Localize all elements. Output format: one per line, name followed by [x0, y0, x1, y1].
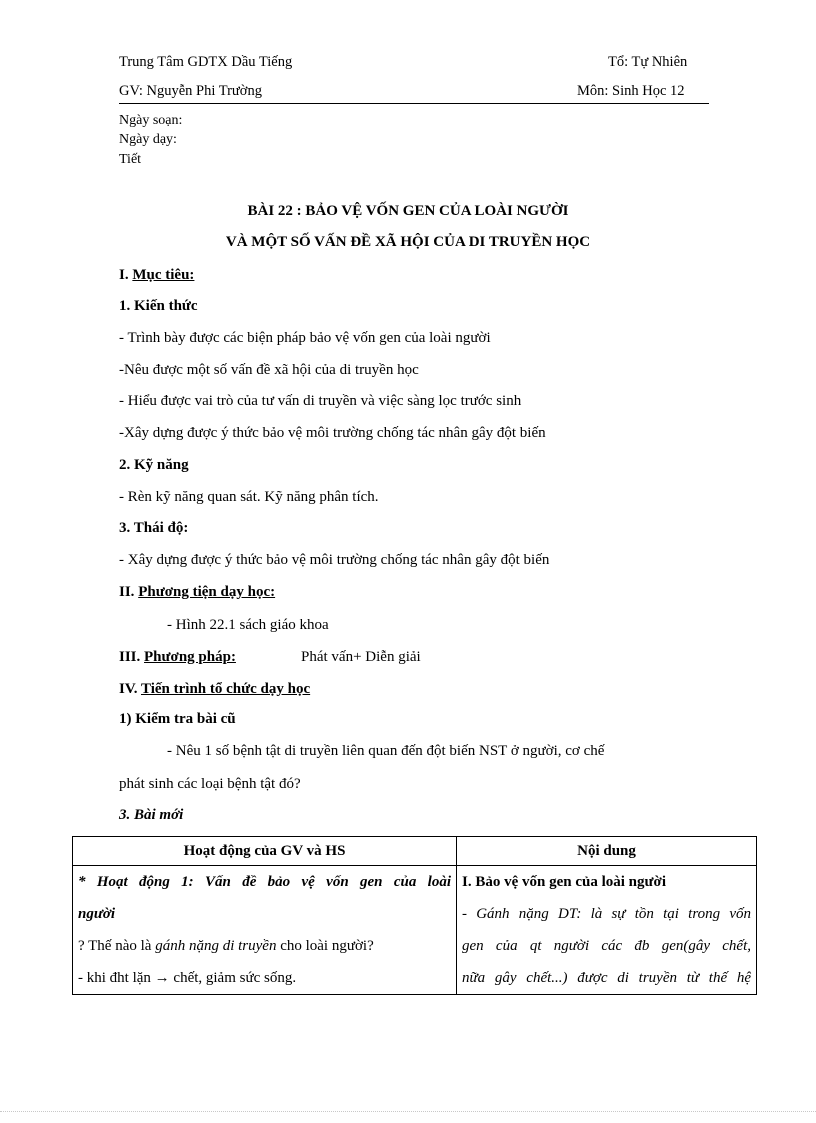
check-question-line1: - Nêu 1 số bệnh tật di truyền liên quan đến đột biến NST ở người, cơ chế — [167, 743, 605, 759]
means-heading — [119, 584, 275, 601]
table-header-row — [73, 837, 757, 866]
knowledge-item: -Xây dựng được ý thức bảo vệ môi trường chống tác nhân gây đột biến — [119, 425, 546, 441]
method-title: Phương pháp: — [144, 649, 236, 665]
check-question-line2: phát sinh các loại bệnh tật đó? — [119, 776, 301, 792]
activity-title-line1: * Hoạt động 1: Vấn đề bảo vệ vốn gen của loài — [78, 874, 451, 890]
center-name: Trung Tâm GDTX Dầu Tiếng — [119, 54, 293, 70]
activity-cell — [73, 866, 457, 995]
activity-answer — [78, 962, 451, 994]
knowledge-item: -Nêu được một số vấn đề xã hội của di truyền học — [119, 362, 419, 378]
table-header-activity: Hoạt động của GV và HS — [73, 837, 457, 866]
process-roman: IV. — [119, 681, 138, 697]
knowledge-item: - Trình bày được các biện pháp bảo vệ vốn gen của loài người — [119, 330, 491, 346]
objectives-heading — [119, 267, 194, 284]
table-row — [73, 866, 757, 995]
answer-suffix: chết, giảm sức sống. — [169, 970, 297, 986]
lesson-title-line1: BÀI 22 : BẢO VỆ VỐN GEN CỦA LOÀI NGƯỜI — [247, 203, 569, 219]
means-item: - Hình 22.1 sách giáo khoa — [167, 617, 329, 633]
check-heading: 1) Kiểm tra bài cũ — [119, 711, 236, 727]
content-cell — [457, 866, 757, 995]
teacher-name: GV: Nguyễn Phi Trường — [119, 83, 262, 99]
content-line: nữa gây chết...) được di truyền từ thế hệ — [462, 970, 751, 986]
skills-item: - Rèn kỹ năng quan sát. Kỹ năng phân tích. — [119, 489, 379, 505]
question-term: gánh nặng di truyền — [155, 938, 277, 954]
method-value: Phát vấn+ Diễn giải — [301, 649, 421, 665]
knowledge-heading: 1. Kiến thức — [119, 298, 198, 314]
table-header-content: Nội dung — [457, 837, 757, 866]
page-bottom-divider — [0, 1111, 816, 1112]
subject: Môn: Sinh Học 12 — [577, 83, 685, 99]
new-lesson-heading: 3. Bài mới — [119, 807, 184, 823]
lesson-title-line2: VÀ MỘT SỐ VẤN ĐỀ XÃ HỘI CỦA DI TRUYỀN HỌC — [225, 234, 591, 250]
objectives-roman: I. — [119, 267, 129, 283]
process-heading — [119, 681, 310, 698]
attitude-heading: 3. Thái độ: — [119, 520, 189, 536]
content-line: - Gánh nặng DT: là sự tồn tại trong vốn — [462, 906, 751, 922]
question-prefix: ? Thế nào là — [78, 938, 156, 954]
content-line: gen của qt người các đb gen(gây chết, — [462, 938, 751, 954]
lesson-activity-table — [72, 836, 757, 995]
prep-date: Ngày soạn: — [119, 113, 183, 128]
means-roman: II. — [119, 584, 135, 600]
question-suffix: cho loài người? — [276, 938, 374, 954]
attitude-item: - Xây dựng được ý thức bảo vệ môi trường chống tác nhân gây đột biến — [119, 552, 550, 568]
arrow-icon: → — [154, 970, 170, 986]
header-divider — [119, 103, 709, 104]
objectives-title: Mục tiêu: — [132, 267, 195, 283]
knowledge-item: - Hiểu được vai trò của tư vấn di truyền và việc sàng lọc trước sinh — [119, 393, 522, 409]
process-title: Tiến trình tổ chức dạy học — [140, 681, 311, 697]
answer-prefix: - khi đht lặn — [78, 970, 155, 986]
activity-title-line2: người — [78, 906, 116, 922]
means-title: Phương tiện dạy học: — [138, 584, 276, 600]
skills-heading: 2. Kỹ năng — [119, 457, 189, 473]
activity-question — [78, 930, 451, 962]
period: Tiết — [119, 152, 142, 167]
content-heading: I. Bảo vệ vốn gen của loài người — [462, 874, 666, 890]
department: Tổ: Tự Nhiên — [608, 54, 688, 70]
teach-date: Ngày dạy: — [119, 132, 177, 147]
method-heading — [119, 649, 236, 666]
method-roman: III. — [119, 649, 141, 665]
